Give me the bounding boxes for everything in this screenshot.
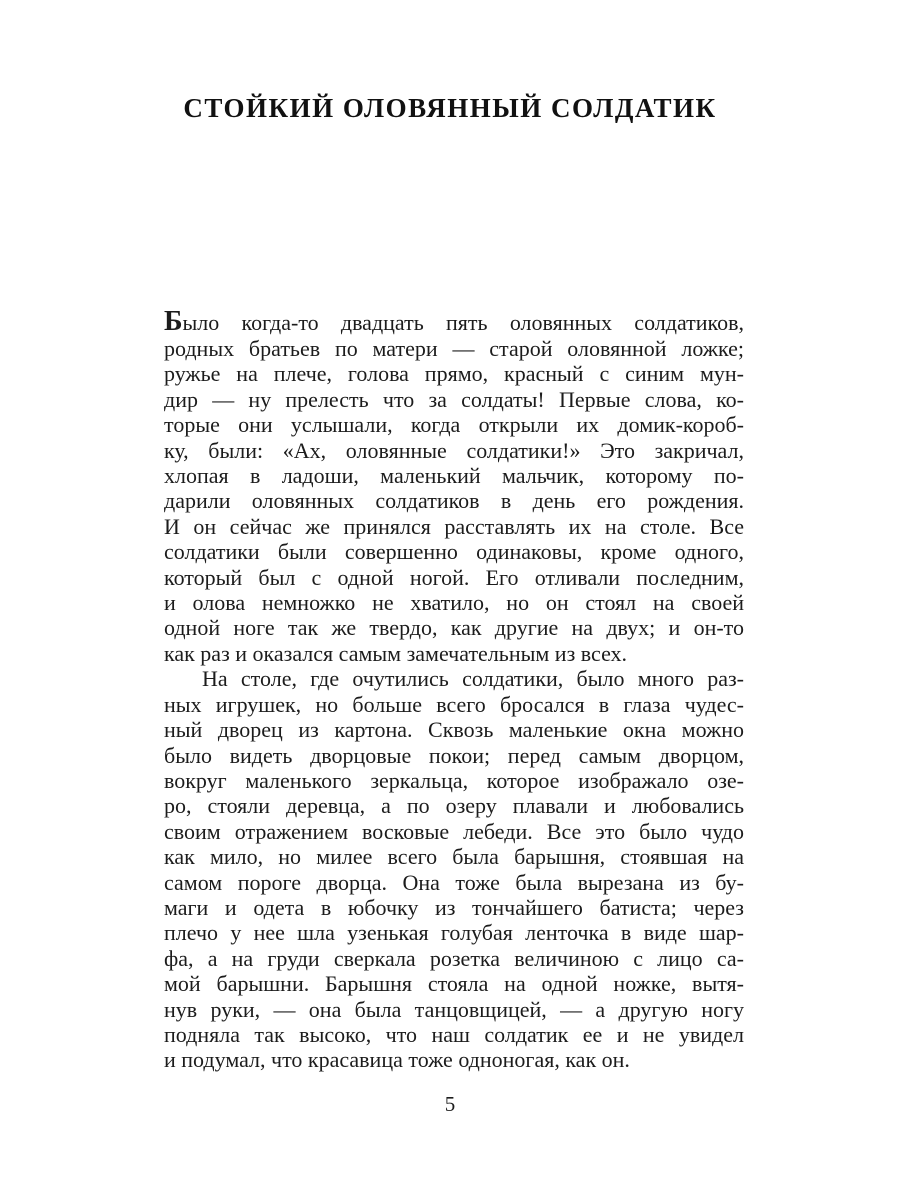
text-line: И он сейчас же принялся расставлять их на столе. Все [164, 513, 744, 539]
text-line: солдатики были совершенно одинаковы, кроме одного, [164, 539, 744, 565]
text-line: ный дворец из картона. Сквозь маленькие окна можно [164, 717, 744, 743]
text-line: и олова немножко не хватило, но он стоял на своей [164, 590, 744, 616]
text-line: плечо у нее шла узенькая голубая ленточка в виде шар- [164, 920, 744, 946]
text-line: вокруг маленького зеркальца, которое изображало озе- [164, 767, 744, 793]
text-line: родных братьев по матери — старой оловянной ложке; [164, 336, 744, 361]
text-line: подняла так высоко, что наш солдатик ее и не увидел [164, 1021, 744, 1047]
text-line: ных игрушек, но больше всего бросался в глаза чудес- [164, 691, 744, 717]
text-block [164, 308, 744, 1073]
text-line: одной ноге так же твердо, как другие на двух; и он-то [164, 615, 744, 641]
text-line: ружье на плече, голова прямо, красный с синим мун- [164, 361, 744, 387]
paragraph-initial-letter: Б [164, 306, 183, 337]
text-line: Было когда-то двадцать пять оловянных солдатиков, [164, 306, 744, 337]
text-line: На столе, где очутились солдатики, было много раз- [202, 666, 744, 692]
text-line: своим отражением восковые лебеди. Все это было чудо [164, 818, 744, 844]
text-line: нув руки, — она была танцовщицей, — а другую ногу [164, 996, 744, 1022]
text-line: было видеть дворцовые покои; перед самым дворцом, [164, 742, 744, 768]
text-line: мой барышни. Барышня стояла на одной ножке, вытя- [164, 971, 744, 997]
text-line: и подумал, что красавица тоже одноногая, как он. [164, 1047, 630, 1073]
text-line: как раз и оказался самым замечательным из всех. [164, 640, 628, 666]
text-line: хлопая в ладоши, маленький мальчик, которому по- [164, 463, 744, 489]
text-line: который был с одной ногой. Его отливали последним, [164, 564, 744, 590]
text-line: маги и одета в юбочку из тончайшего батиста; через [164, 894, 744, 920]
text-line: ро, стояли деревца, а по озеру плавали и любовались [164, 793, 744, 819]
page-number: 5 [444, 1092, 456, 1116]
text-line: фа, а на груди сверкала розетка величиною с лицо са- [164, 945, 744, 971]
chapter-title: СТОЙКИЙ ОЛОВЯННЫЙ СОЛДАТИК [183, 93, 717, 123]
text-line: дарили оловянных солдатиков в день его рождения. [164, 488, 744, 514]
text-line: дир — ну прелесть что за солдаты! Первые слова, ко- [164, 386, 744, 412]
text-line: ку, были: «Ах, оловянные солдатики!» Это закричал, [164, 437, 744, 463]
text-line: самом пороге дворца. Она тоже была вырезана из бу- [164, 869, 744, 895]
text-line: торые они услышали, когда открыли их домик-короб- [164, 412, 744, 438]
text-line: как мило, но милее всего была барышня, стоявшая на [164, 844, 744, 870]
